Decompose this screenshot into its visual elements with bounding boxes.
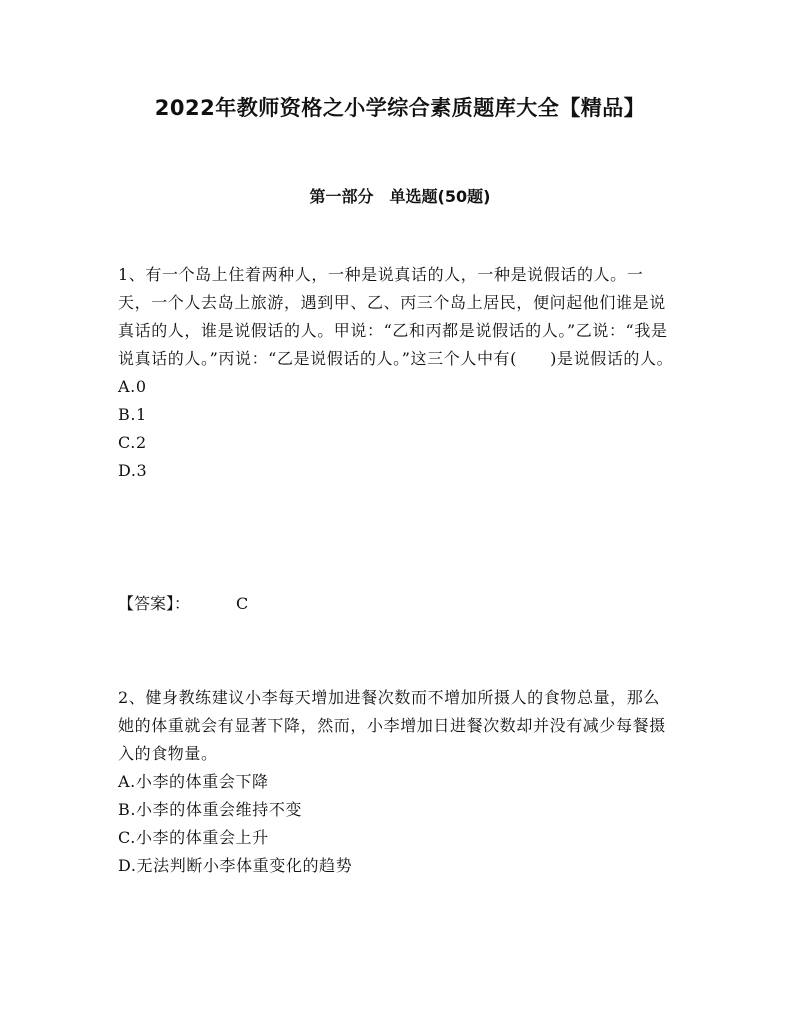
question-text: 1、有一个岛上住着两种人，一种是说真话的人，一种是说假话的人。一天，一个人去岛上旅游，遇到甲、乙、丙三个岛上居民，便问起他们谁是说真话的人，谁是说假话的人。甲说：“乙和丙都是说假话的人。”乙说：“我是说真话的人。”丙说：“乙是说假话的人。”这三个人中有( )是说假话的人。	[118, 265, 674, 368]
option-c: C.小李的体重会上升	[118, 828, 269, 847]
option-a: A.小李的体重会下降	[118, 772, 269, 791]
option-d: D.无法判断小李体重变化的趋势	[118, 856, 353, 875]
option-a: A.0	[118, 377, 147, 396]
option-b: B.小李的体重会维持不变	[118, 800, 303, 819]
question-1	[118, 261, 674, 485]
question-text: 2、健身教练建议小李每天增加进餐次数而不增加所摄人的食物总量，那么她的体重就会有显著下降，然而，小李增加日进餐次数却并没有减少每餐摄入的食物量。	[118, 688, 666, 763]
answer-line	[118, 590, 248, 618]
option-d: D.3	[118, 461, 148, 480]
answer-label: 【答案】：	[118, 594, 191, 613]
option-c: C.2	[118, 433, 147, 452]
option-b: B.1	[118, 405, 147, 424]
document-title: 2022年教师资格之小学综合素质题库大全【精品】	[154, 96, 646, 120]
section-heading: 第一部分 单选题(50题)	[309, 187, 491, 206]
answer-value: C	[236, 594, 249, 613]
question-2	[118, 684, 674, 880]
